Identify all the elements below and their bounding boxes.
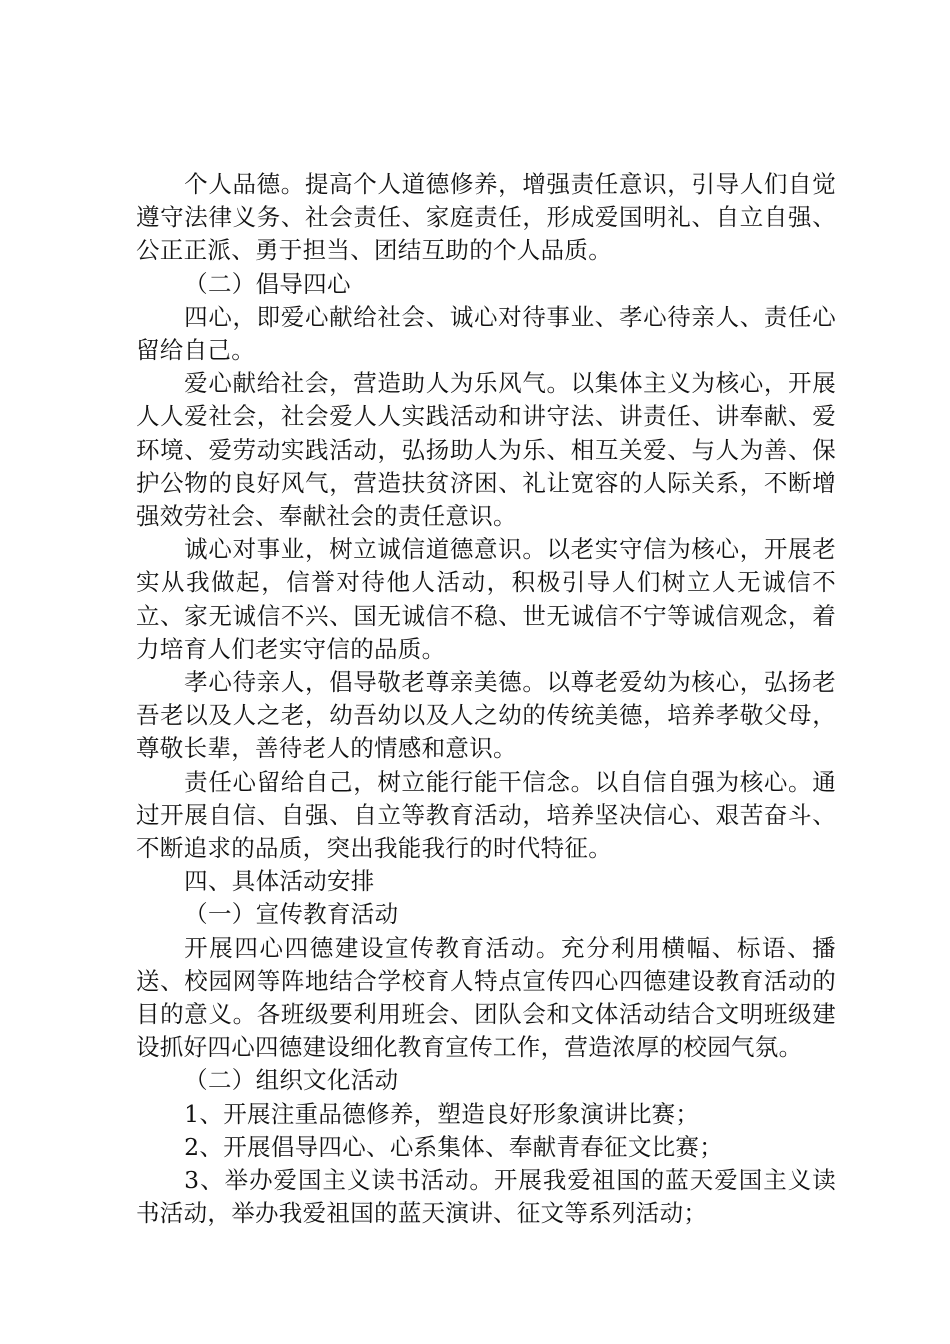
- paragraph-personal-morality: 个人品德。提高个人道德修养，增强责任意识，引导人们自觉遵守法律义务、社会责任、家庭责任，形成爱国明礼、自立自强、公正正派、勇于担当、团结互助的个人品质。: [136, 170, 836, 265]
- list-item-reading-activity: 3、举办爱国主义读书活动。开展我爱祖国的蓝天爱国主义读书活动，举办我爱祖国的蓝天演讲、征文等系列活动；: [136, 1166, 836, 1228]
- paragraph-love-society: 爱心献给社会，营造助人为乐风气。以集体主义为核心，开展人人爱社会，社会爱人人实践活动和讲守法、讲责任、讲奉献、爱环境、爱劳动实践活动，弘扬助人为乐、相互关爱、与人为善、保护公物的良好风气，营造扶贫济困、礼让宽容的人际关系，不断增强效劳社会、奉献社会的责任意识。: [136, 369, 836, 531]
- section-heading-activities: 四、具体活动安排: [184, 867, 375, 896]
- paragraph-four-hearts-definition: 四心，即爱心献给社会、诚心对待事业、孝心待亲人、责任心留给自己。: [136, 302, 836, 365]
- section-heading-cultural-activities: （二）组织文化活动: [184, 1066, 399, 1095]
- paragraph-publicity-education: 开展四心四德建设宣传教育活动。充分利用横幅、标语、播送、校园网等阵地结合学校育人特点宣传四心四德建设教育活动的目的意义。各班级要利用班会、团队会和文体活动结合文明班级建设抓好四心四德建设细化教育宣传工作，营造浓厚的校园气氛。: [136, 933, 836, 1062]
- section-heading-publicity-education: （一）宣传教育活动: [184, 900, 399, 929]
- list-item-speech-contest: 1、开展注重品德修养，塑造良好形象演讲比赛；: [184, 1099, 700, 1128]
- paragraph-responsibility: 责任心留给自己，树立能行能干信念。以自信自强为核心。通过开展自信、自强、自立等教育活动，培养坚决信心、艰苦奋斗、不断追求的品质，突出我能我行的时代特征。: [136, 767, 836, 863]
- paragraph-filial-piety: 孝心待亲人，倡导敬老尊亲美德。以尊老爱幼为核心，弘扬老吾老以及人之老，幼吾幼以及人之幼的传统美德，培养孝敬父母，尊敬长辈，善待老人的情感和意识。: [136, 668, 836, 763]
- list-item-essay-contest: 2、开展倡导四心、心系集体、奉献青春征文比赛；: [184, 1132, 724, 1161]
- paragraph-sincerity-career: 诚心对事业，树立诚信道德意识。以老实守信为核心，开展老实从我做起，信誉对待他人活动，积极引导人们树立人无诚信不立、家无诚信不兴、国无诚信不稳、世无诚信不宁等诚信观念，着力培育人们老实守信的品质。: [136, 535, 836, 663]
- section-heading-four-hearts: （二）倡导四心: [184, 269, 351, 298]
- document-body: [136, 168, 836, 1231]
